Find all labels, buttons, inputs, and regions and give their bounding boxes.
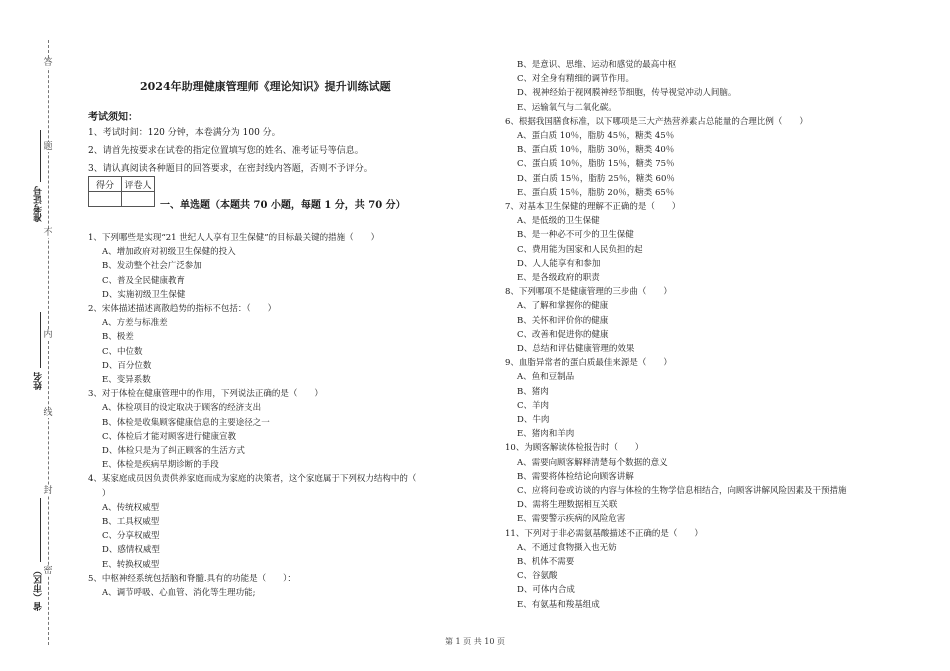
- answer-option: D、需将生理数据相互关联: [517, 500, 618, 511]
- answer-option: D、人人能享有和参加: [517, 258, 601, 269]
- answer-option: D、实施初级卫生保健: [102, 289, 186, 300]
- answer-option: B、发动整个社会广泛参加: [102, 261, 202, 272]
- binding-margin: [0, 0, 70, 671]
- answer-option: E、运输氧气与二氧化碳。: [517, 102, 617, 113]
- answer-option: A、蛋白质 10％，脂肪 45％，糖类 45％: [517, 131, 675, 141]
- grader-cell[interactable]: [122, 192, 155, 207]
- answer-option: D、视神经始于视网膜神经节细胞，传导视觉冲动人间脑。: [517, 88, 737, 99]
- answer-option: C、羊肉: [517, 400, 550, 411]
- margin-word-da: 答: [43, 58, 53, 68]
- answer-option: B、是意识、思维、运动和感觉的最高中枢: [517, 60, 677, 70]
- score-header: 得分: [89, 177, 122, 192]
- question-text: 4、某家庭成员因负责供养家庭而成为家庭的决策者，这个家庭属于下列权力结构中的（: [88, 474, 417, 485]
- answer-option: C、分享权威型: [102, 531, 160, 542]
- answer-option: E、蛋白质 15％，脂肪 20％，糖类 65％: [517, 187, 675, 198]
- question-text: 6、根据我国膳食标准，以下哪项是三大产热营养素占总能量的合理比例（ ）: [505, 116, 808, 127]
- province-fill-line[interactable]: [40, 498, 41, 562]
- answer-option: D、蛋白质 15％，脂肪 25％，糖类 60％: [517, 173, 675, 184]
- answer-option: C、中位数: [102, 346, 143, 357]
- answer-option: E、体检是疾病早期诊断的手段: [102, 460, 219, 471]
- margin-word-feng: 封: [43, 486, 53, 496]
- answer-option: D、百分位数: [102, 360, 152, 371]
- seal-dashed-line: [48, 40, 49, 645]
- answer-option: C、应将问卷或访谈的内容与体检的生物学信息相结合，向顾客讲解风险因素及干预措施: [517, 486, 847, 496]
- margin-word-mi: 密: [43, 566, 53, 576]
- answer-option: A、鱼和豆制品: [517, 372, 575, 383]
- answer-option: E、猪肉和羊肉: [517, 429, 575, 440]
- exam-id-fill-line[interactable]: [40, 130, 41, 182]
- margin-word-ti: 题: [43, 142, 53, 152]
- margin-word-xian: 线: [43, 408, 53, 418]
- answer-option: B、需要将体检结论向顾客讲解: [517, 471, 634, 482]
- question-text: 7、对基本卫生保健的理解不正确的是（ ）: [505, 202, 681, 212]
- score-table: [88, 176, 155, 207]
- page-footer: 第 1 页 共 10 页: [445, 637, 505, 646]
- answer-option: ）: [102, 488, 111, 499]
- grader-header: 评卷人: [122, 177, 155, 192]
- answer-option: A、传统权威型: [102, 502, 160, 513]
- notice-item: 3、请认真阅读各种题目的回答要求，在密封线内答题，否则不予评分。: [88, 164, 373, 174]
- answer-option: D、可体内合成: [517, 585, 575, 596]
- answer-option: D、牛肉: [517, 415, 550, 425]
- answer-option: E、有氨基和羧基组成: [517, 599, 600, 610]
- page-title: 2024年助理健康管理师《理论知识》提升训练试题: [140, 80, 391, 93]
- answer-option: C、对全身有精细的调节作用。: [517, 74, 635, 85]
- answer-option: B、关怀和评价你的健康: [517, 315, 609, 326]
- notice-item: 1、考试时间：120 分钟，本卷满分为 100 分。: [88, 128, 281, 138]
- question-text: 8、下列哪项不是健康管理的三步曲（ ）: [505, 287, 672, 298]
- answer-option: A、体检项目的设定取决于顾客的经济支出: [102, 403, 262, 414]
- answer-option: A、了解和掌握你的健康: [517, 301, 609, 312]
- answer-option: C、费用能为国家和人民负担的起: [517, 244, 643, 255]
- name-fill-line[interactable]: [40, 312, 41, 368]
- question-text: 5、中枢神经系统包括脑和脊髓.具有的功能是（ ）：: [88, 573, 296, 584]
- answer-option: B、蛋白质 10％，脂肪 30％，糖类 40％: [517, 145, 675, 156]
- answer-option: B、猪肉: [517, 386, 549, 397]
- margin-word-bu: 不: [43, 228, 53, 238]
- answer-option: A、需要向顾客解释清楚每个数据的意义: [517, 457, 668, 468]
- answer-option: E、转换权威型: [102, 559, 160, 570]
- answer-option: C、蛋白质 10％，脂肪 15％，糖类 75％: [517, 159, 675, 170]
- answer-option: C、谷氨酸: [517, 571, 558, 582]
- notice-item: 2、请首先按要求在试卷的指定位置填写您的姓名、准考证号等信息。: [88, 146, 364, 156]
- answer-option: B、体检是收集顾客健康信息的主要途径之一: [102, 417, 270, 428]
- answer-option: E、变异系数: [102, 375, 151, 385]
- answer-option: D、体检只是为了纠正顾客的生活方式: [102, 446, 245, 456]
- notice-heading: 考试须知：: [88, 112, 138, 123]
- answer-option: E、需要警示疾病的风险危害: [517, 514, 626, 525]
- answer-option: B、工具权威型: [102, 517, 160, 527]
- answer-option: B、机体不需要: [517, 557, 575, 567]
- answer-option: C、普及全民健康教育: [102, 275, 186, 286]
- answer-option: A、调节呼吸、心血管、消化等生理功能;: [102, 588, 256, 598]
- answer-option: C、体检后才能对顾客进行健康宣教: [102, 431, 237, 442]
- label-exam-id: 准考证号: [34, 186, 44, 222]
- question-text: 3、对于体检在健康管理中的作用，下列说法正确的是（ ）: [88, 389, 323, 400]
- score-cell[interactable]: [89, 192, 122, 207]
- question-text: 11、下列对于非必需氨基酸描述不正确的是（ ）: [505, 528, 703, 539]
- answer-option: B、是一种必不可少的卫生保健: [517, 230, 634, 241]
- section-heading: 一、单选题（本题共 70 小题，每题 1 分，共 70 分）: [160, 200, 406, 211]
- question-text: 10、为顾客解读体检报告时（ ）: [505, 443, 644, 454]
- answer-option: A、不通过食物摄入也无妨: [517, 542, 617, 553]
- answer-option: C、改善和促进你的健康: [517, 329, 609, 340]
- answer-option: A、是低级的卫生保健: [517, 216, 600, 227]
- margin-word-nei: 内: [43, 330, 53, 340]
- label-name: 姓名: [34, 372, 44, 390]
- question-text: 1、下列哪些是实现“21 世纪人人享有卫生保健”的目标最关键的措施（ ）: [88, 233, 380, 243]
- answer-option: B、极差: [102, 332, 134, 343]
- answer-option: D、总结和评估健康管理的效果: [517, 344, 635, 354]
- question-text: 9、血脂异常者的蛋白质最佳来源是（ ）: [505, 358, 672, 369]
- label-province: 省（市区）: [34, 566, 44, 611]
- question-text: 2、宋体描述描述离散趋势的指标不包括：（ ）: [88, 304, 277, 314]
- answer-option: A、方差与标准差: [102, 318, 168, 329]
- answer-option: E、是各级政府的职责: [517, 273, 600, 283]
- answer-option: A、增加政府对初级卫生保健的投入: [102, 247, 236, 258]
- answer-option: D、感情权威型: [102, 545, 160, 556]
